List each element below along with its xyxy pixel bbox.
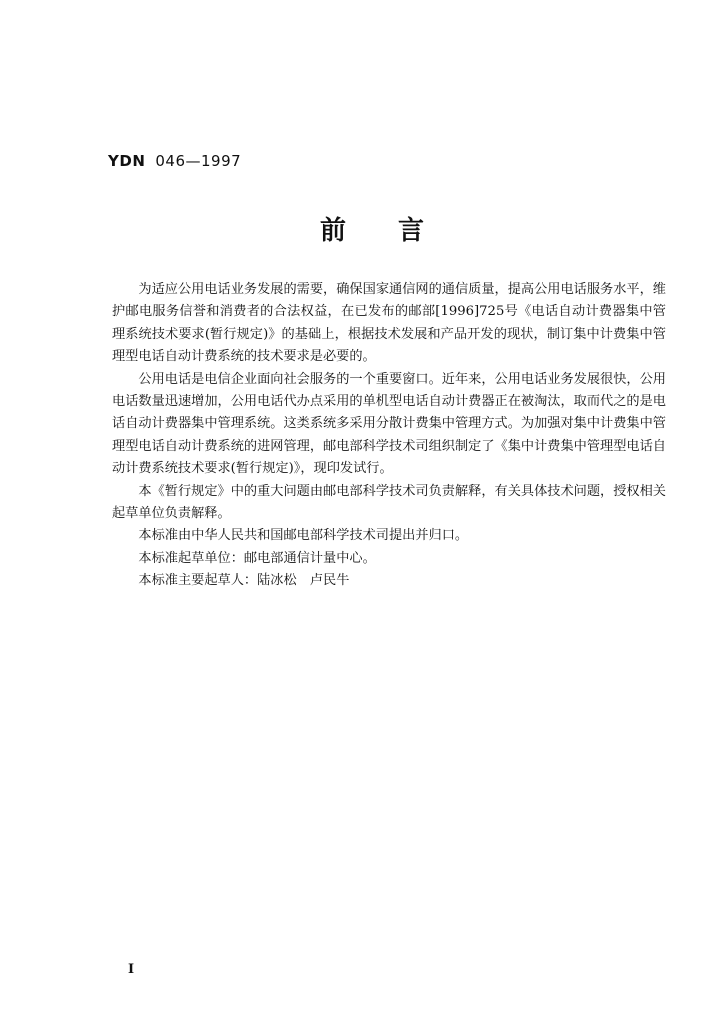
- foreword-body: [112, 279, 666, 593]
- document-header: [108, 152, 241, 170]
- paragraph-background: 公用电话是电信企业面向社会服务的一个重要窗口。近年来，公用电话业务发展很快，公用电话数量迅速增加，公用电话代办点采用的单机型电话自动计费器正在被淘汰，取而代之的是电话自动计费器集中管理系统。这类系统多采用分散计费集中管理方式。为加强对集中计费集中管理型电话自动计费系统的进网管理，邮电部科学技术司组织制定了《集中计费集中管理型电话自动计费系统技术要求(暂行规定)》，现印发试行。: [112, 371, 666, 477]
- paragraph-purpose: 为适应公用电话业务发展的需要，确保国家通信网的通信质量，提高公用电话服务水平，维护邮电服务信誉和消费者的合法权益，在已发布的邮部[1996]725号《电话自动计费器集中管理系统技术要求(暂行规定)》的基础上，根据技术发展和产品开发的现状，制订集中计费集中管理型电话自动计费系统的技术要求是必要的。: [112, 282, 666, 365]
- paragraph-drafting-unit: 本标准起草单位：邮电部通信计量中心。: [138, 550, 376, 566]
- paragraph-proposer: 本标准由中华人民共和国邮电部科学技术司提出并归口。: [138, 528, 469, 544]
- page-title: 前言: [320, 216, 477, 246]
- standard-code: YDN: [108, 152, 146, 170]
- paragraph-interpretation: 本《暂行规定》中的重大问题由邮电部科学技术司负责解释，有关具体技术问题，授权相关起草单位负责解释。: [112, 483, 666, 522]
- page-number: I: [128, 962, 135, 977]
- paragraph-drafters: 本标准主要起草人：陆冰松 卢民牛: [138, 573, 350, 589]
- standard-number: 046—1997: [155, 152, 242, 170]
